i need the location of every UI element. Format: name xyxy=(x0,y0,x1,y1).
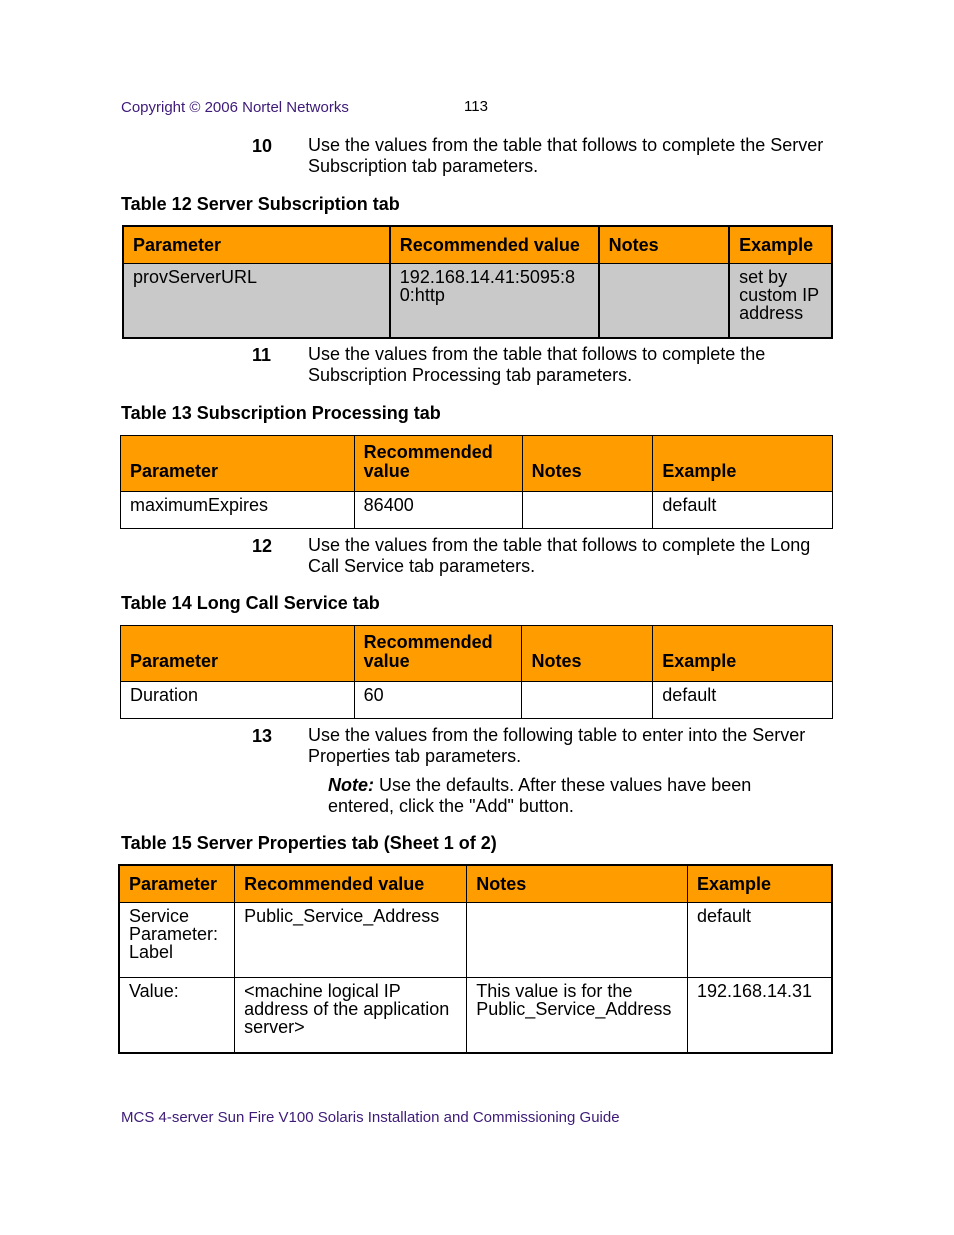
column-header: Recommended value xyxy=(235,865,467,903)
table-cell: Value: xyxy=(119,978,235,1053)
column-header: Parameter xyxy=(121,626,355,682)
column-header: Notes xyxy=(467,865,688,903)
column-header: Example xyxy=(653,436,833,492)
table-cell: default xyxy=(653,492,833,529)
note-text: Use the defaults. After these values have been xyxy=(374,775,752,795)
step-text-line: Use the values from the table that follows to complete the xyxy=(308,344,766,364)
step-text xyxy=(308,344,765,386)
table-row xyxy=(119,978,832,1053)
table-cell xyxy=(467,903,688,978)
table-caption: Table 15 Server Properties tab (Sheet 1 of 2) xyxy=(121,833,497,853)
table-cell: default xyxy=(653,682,833,719)
long-call-service-table xyxy=(120,625,833,719)
column-header: Recommended value xyxy=(354,436,522,492)
page-number: 113 xyxy=(464,98,488,115)
table-cell: Duration xyxy=(121,682,355,719)
step-number: 11 xyxy=(252,345,272,365)
step-number: 10 xyxy=(252,136,273,156)
step-text-line: Subscription Processing tab parameters. xyxy=(308,365,633,385)
column-header: Notes xyxy=(599,226,729,264)
table-caption: Table 12 Server Subscription tab xyxy=(121,194,400,214)
footer-title: MCS 4-server Sun Fire V100 Solaris Installation and Commissioning Guide xyxy=(121,1109,620,1126)
subscription-processing-table xyxy=(120,435,833,529)
table-header-row xyxy=(121,626,833,682)
table-row xyxy=(121,682,833,719)
step-text-line: Use the values from the following table to enter into the Server xyxy=(308,725,806,745)
step-text-line: Use the values from the table that follows to complete the Server xyxy=(308,135,824,155)
copyright-text: Copyright © 2006 Nortel Networks xyxy=(121,99,349,116)
table-cell: <machine logical IP address of the application server> xyxy=(235,978,467,1053)
table-row xyxy=(121,492,833,529)
table-cell xyxy=(522,682,653,719)
step-text-line: Use the values from the table that follows to complete the Long xyxy=(308,535,811,555)
table-cell: This value is for the Public_Service_Address xyxy=(467,978,688,1053)
step-text-line: Call Service tab parameters. xyxy=(308,556,536,576)
column-header: Recommended value xyxy=(390,226,599,264)
table-caption: Table 13 Subscription Processing tab xyxy=(121,403,441,423)
column-header: Example xyxy=(653,626,833,682)
table-cell: Service Parameter: Label xyxy=(119,903,235,978)
table-cell xyxy=(599,264,729,338)
step-text-line: Properties tab parameters. xyxy=(308,746,522,766)
table-cell: 192.168.14.31 xyxy=(687,978,832,1053)
table-cell: maximumExpires xyxy=(121,492,355,529)
note xyxy=(328,775,751,817)
step-text xyxy=(308,725,805,767)
server-properties-table xyxy=(118,864,833,1054)
table-cell: Public_Service_Address xyxy=(235,903,467,978)
table-cell: set by custom IP address xyxy=(729,264,832,338)
column-header: Parameter xyxy=(119,865,235,903)
note-label: Note: xyxy=(328,775,374,795)
step-number: 13 xyxy=(252,726,273,746)
column-header: Parameter xyxy=(121,436,355,492)
column-header: Example xyxy=(729,226,832,264)
step-text xyxy=(308,135,823,177)
table-cell: provServerURL xyxy=(123,264,390,338)
step-number: 12 xyxy=(252,536,273,556)
column-header: Example xyxy=(687,865,832,903)
table-row xyxy=(119,903,832,978)
table-cell xyxy=(522,492,653,529)
column-header: Recommended value xyxy=(354,626,522,682)
column-header: Notes xyxy=(522,436,653,492)
table-header-row xyxy=(123,226,832,264)
table-header-row xyxy=(119,865,832,903)
table-cell: 86400 xyxy=(354,492,522,529)
table-cell: 192.168.14.41:5095:8 0:http xyxy=(390,264,599,338)
step-text-line: Subscription tab parameters. xyxy=(308,156,539,176)
column-header: Notes xyxy=(522,626,653,682)
note-text: entered, click the "Add" button. xyxy=(328,796,574,816)
table-row xyxy=(123,264,832,338)
table-header-row xyxy=(121,436,833,492)
server-subscription-table xyxy=(122,225,833,339)
table-caption: Table 14 Long Call Service tab xyxy=(121,593,380,613)
table-cell: 60 xyxy=(354,682,522,719)
column-header: Parameter xyxy=(123,226,390,264)
table-cell: default xyxy=(687,903,832,978)
step-text xyxy=(308,535,810,577)
